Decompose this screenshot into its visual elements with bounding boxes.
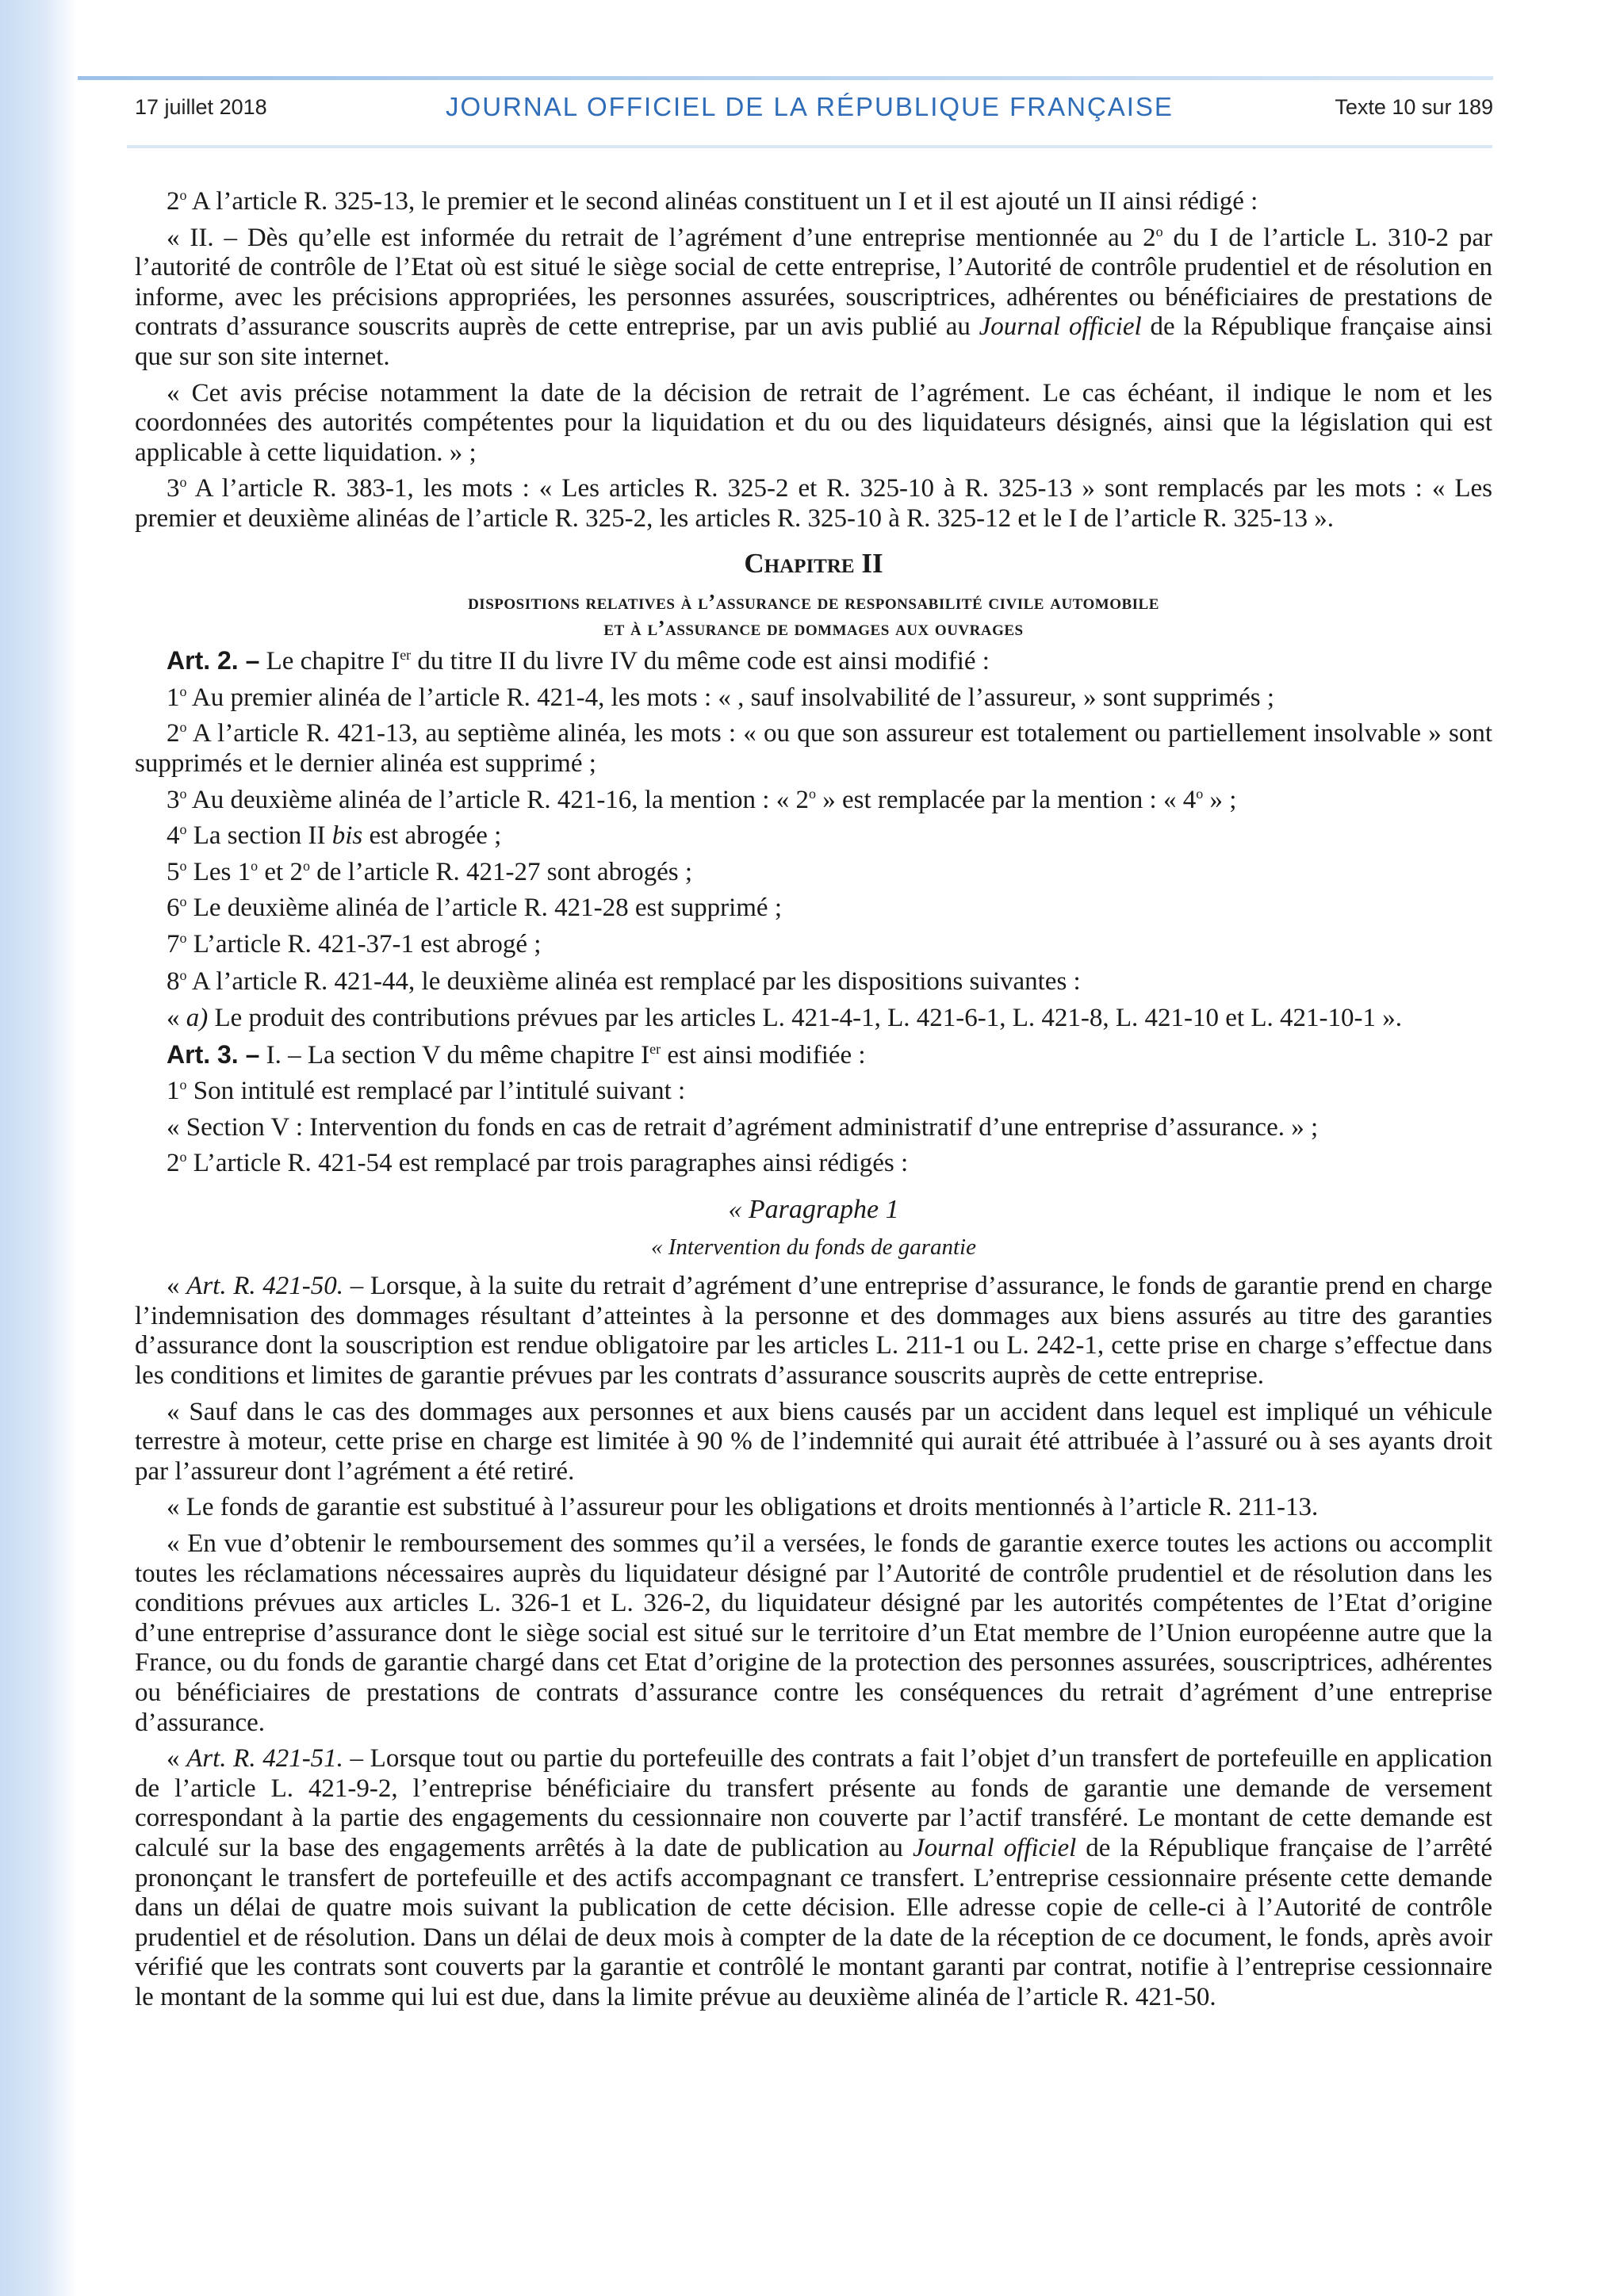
paragraph-subtitle: « Intervention du fonds de garantie: [651, 1234, 976, 1260]
document-body: [135, 187, 1492, 2019]
quote-ii: « II. – Dès qu’elle est informée du retrait de l’agrément d’une entreprise mentionnée au 2$^o$ du I de l’article L. 310-2 par l’autorité de contrôle de l’Etat où est situé le siège social de cette entreprise, l’Autorité de contrôle prudentiel et de résolution en informe, avec les précisions appropriées, les personnes assurées, souscriptrices, adhérentes ou bénéficiaires de prestations de contrats d’assurance souscrits auprès de cette entreprise, par un avis publié au Journal officiel de la République française ainsi que sur son site internet.: [135, 223, 1492, 371]
art2-item-5: 5$^o$ Les 1$^o$ et 2$^o$ de l’article R. 421-27 sont abrogés ;: [167, 857, 693, 886]
header-date: 17 juillet 2018: [135, 95, 267, 119]
header-rule: [127, 145, 1492, 148]
art3-item-1: 1$^o$ Son intitulé est remplacé par l’intitulé suivant :: [167, 1077, 686, 1106]
art3-intro: Art. 3. – I. – La section V du même chapitre Ier est ainsi modifiée :: [167, 1039, 866, 1070]
art-r421-51: « Art. R. 421-51. – Lorsque tout ou partie du portefeuille des contrats a fait l’objet d’un transfert de portefeuille en application de l’article L. 421-9-2, l’entreprise bénéficiaire du transfert présente au fonds de garantie une demande de versement correspondant à la partie des engagements du cessionnaire non couverte par l’actif transféré. Le montant de cette demande est calculé sur la base des engagements arrêtés à la date de publication au Journal officiel de la République française de l’arrêté prononçant le transfert de portefeuille et des actifs accompagnant ce transfert. L’entreprise cessionnaire présente cette demande dans un délai de quatre mois suivant la publication de cette décision. Elle adresse copie de celle-ci à l’Autorité de contrôle prudentiel et de résolution. Dans un délai de deux mois à compter de la date de la réception de ce document, le fonds, après avoir vérifié que les contrats sont couverts par la garantie et contrôlé le montant garanti par contrat, notifie à l’entreprise cessionnaire le montant de la somme qui lui est due, dans la limite prévue au deuxième alinéa de l’article R. 421-50.: [135, 1744, 1492, 2011]
art2-item-7: 7$^o$ L’article R. 421-37-1 est abrogé ;: [167, 929, 542, 959]
left-margin-band: [0, 0, 78, 2296]
art2-item-1: 1$^o$ Au premier alinéa de l’article R. 421-4, les mots : « , sauf insolvabilité de l’assureur, » sont supprimés ;: [167, 683, 1275, 712]
art2-item-2: 2$^o$ A l’article R. 421-13, au septième alinéa, les mots : « ou que son assureur est totalement ou partiellement insolvable » sont supprimés et le dernier alinéa est supprimé ;: [135, 719, 1492, 778]
art3-item-2: 2$^o$ L’article R. 421-54 est remplacé par trois paragraphes ainsi rédigés :: [167, 1149, 909, 1178]
art-r421-50-p3: « Le fonds de garantie est substitué à l’assureur pour les obligations et droits mentionnés à l’article R. 211-13.: [167, 1493, 1319, 1522]
art2-item-3: 3$^o$ Au deuxième alinéa de l’article R. 421-16, la mention : « 2$^o$ » est remplacée par la mention : « 4$^o$ » ;: [167, 785, 1237, 814]
art3-section-quote: « Section V : Intervention du fonds en cas de retrait d’agrément administratif d’une entreprise d’assurance. » ;: [167, 1112, 1319, 1142]
chapter-subtitle: dispositions relatives à l’assurance de responsabilité civile automobile et à l’assurance de dommages aux ouvrages: [468, 590, 1159, 641]
art2-intro: Art. 2. – Le chapitre Ier du titre II du livre IV du même code est ainsi modifié :: [167, 646, 990, 676]
art-r421-50: « Art. R. 421-50. – Lorsque, à la suite du retrait d’agrément d’une entreprise d’assurance, le fonds de garantie prend en charge l’indemnisation des dommages résultant d’atteintes à la personne et des dommages aux biens assurés au titre des garanties d’assurance dont la souscription est rendue obligatoire par les articles L. 211-1 ou L. 242-1, cette prise en charge s’effectue dans les conditions et limites de garantie prévues par les contrats d’assurance souscrits auprès de cette entreprise.: [135, 1272, 1493, 1390]
art2-quote-a: « a) Le produit des contributions prévues par les articles L. 421-4-1, L. 421-6-1, L. 421-8, L. 421-10 et L. 421-10-1 ».: [167, 1004, 1402, 1033]
paragraph-title: « Paragraphe 1: [728, 1195, 899, 1225]
art-r421-50-p4: « En vue d’obtenir le remboursement des sommes qu’il a versées, le fonds de garantie exerce toutes les actions ou accomplit toutes les réclamations nécessaires auprès du liquidateur désigné par l’Autorité de contrôle prudentiel et de résolution dans les conditions prévues aux articles L. 326-1 et L. 326-2, du liquidateur désigné par les autorités compétentes de l’Etat d’origine d’une entreprise d’assurance dont le siège social est situé sur le territoire d’un Etat membre de l’Union européenne autre que la France, ou du fonds de garantie chargé dans cet Etat d’origine de la protection des personnes assurées, souscriptrices, adhérentes ou bénéficiaires de prestations de contrats d’assurance contre les conséquences du retrait d’agrément d’une entreprise d’assurance.: [135, 1529, 1492, 1737]
art1-item-3: 3$^o$ A l’article R. 383-1, les mots : « Les articles R. 325-2 et R. 325-10 à R. 325-13 » sont remplacés par les mots : « Les premier et deuxième alinéas de l’article R. 325-2, les articles R. 325-10 à R. 325-12 et le I de l’article R. 325-13 ».: [135, 474, 1492, 533]
art2-item-8: 8$^o$ A l’article R. 421-44, le deuxième alinéa est remplacé par les dispositions suivantes :: [167, 967, 1081, 997]
header-page-number: Texte 10 sur 189: [1335, 95, 1493, 119]
art2-item-6: 6$^o$ Le deuxième alinéa de l’article R. 421-28 est supprimé ;: [167, 894, 782, 923]
art-r421-50-p2: « Sauf dans le cas des dommages aux personnes et aux biens causés par un accident dans lequel est impliqué un véhicule terrestre à moteur, cette prise en charge est limitée à 90 % de l’indemnité qui aurait été attribuée à l’assuré ou à ses ayants droit par l’assureur dont l’agrément a été retiré.: [135, 1397, 1492, 1486]
art2-item-4: 4$^o$ La section II bis est abrogée ;: [167, 821, 502, 851]
header-journal-title: JOURNAL OFFICIEL DE LA RÉPUBLIQUE FRANÇAISE: [446, 92, 1174, 121]
top-rule: [78, 76, 1493, 80]
chapter-title: Chapitre II: [744, 547, 883, 579]
art1-item-2: 2$^o$ A l’article R. 325-13, le premier et le second alinéas constituent un I et il est ajouté un II ainsi rédigé :: [167, 187, 1258, 216]
quote-avis: « Cet avis précise notamment la date de la décision de retrait de l’agrément. Le cas échéant, il indique le nom et les coordonnées des autorités compétentes pour la liquidation et du ou des liquidateurs désignés, ainsi que la législation qui est applicable à cette liquidation. » ;: [135, 378, 1492, 467]
